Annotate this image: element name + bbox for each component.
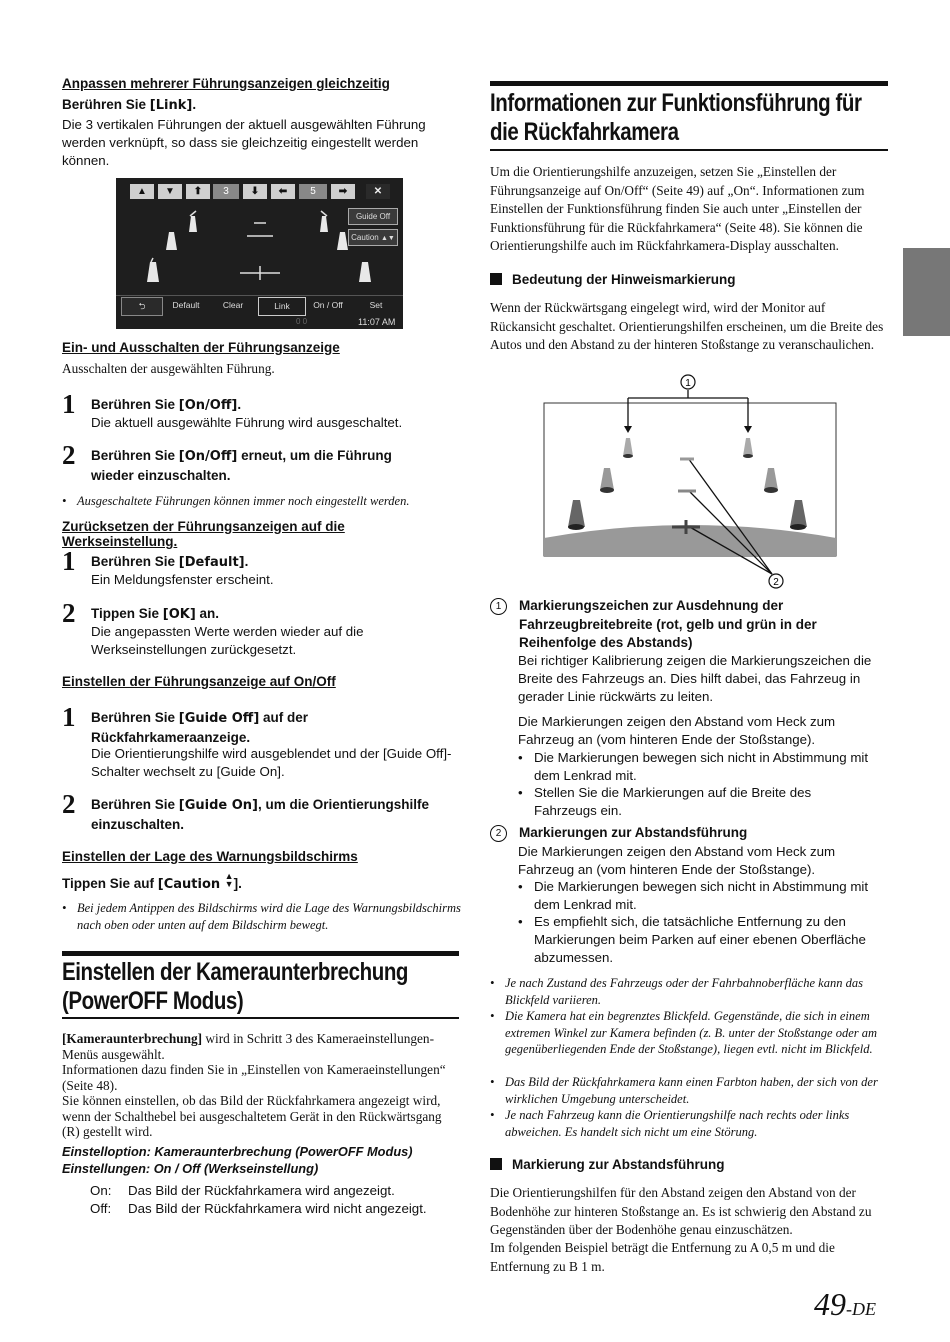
note-text: Bei jedem Antippen des Bildschirms wird die Lage des Warnungsbildschirms nach oben oder unten auf dem Bildschirm bewegt.	[77, 901, 461, 932]
down-button[interactable]: ▼	[158, 184, 182, 199]
option-row: Off: Das Bild der Rückfahrkamera wird nicht angezeigt.	[90, 1201, 427, 1216]
step-number: 1	[62, 702, 76, 732]
diagram-label-1-text: 1	[685, 378, 691, 389]
instruction-prefix: Berühren Sie	[62, 97, 150, 112]
diagram-label-2-text: 2	[773, 577, 779, 588]
move-down-button[interactable]: ⬇	[243, 184, 267, 199]
caution-button[interactable]	[348, 229, 398, 246]
default-button[interactable]: Default	[172, 300, 200, 310]
step-heading: Berühren Sie [Guide On], um die Orientierungshilfe einzuschalten.	[91, 797, 430, 832]
back-button[interactable]: ⮌	[121, 297, 163, 316]
heading-rule-bottom	[62, 1017, 459, 1019]
step-heading: Berühren Sie [On/Off] erneut, um die Führung wieder einzuschalten.	[91, 448, 392, 483]
link-key: [Link]	[149, 98, 193, 113]
guide-marker	[320, 216, 328, 232]
heading-camera-interrupt: Einstellen der Kameraunterbrechung (PowerOFF Modus)	[62, 958, 409, 1015]
camera-interrupt-text: [Kameraunterbrechung] wird in Schritt 3 des Kameraeinstellungen-Menüs ausgewählt. Informationen dazu finden Sie in „Einstellen von Kameraeinstellungen“ (Seite 48). Sie können einstellen, ob das Bild der Rückfahrkamera angezeigt wird, wenn der Schalthebel bei ausgeschaltetem Gerät in den Rückwärtsgang (R) gestellt wird.	[62, 1031, 446, 1139]
subsection-marker-meaning: Bedeutung der Hinweismarkierung	[490, 272, 888, 287]
section-intro: Ausschalten der ausgewählten Führung.	[62, 361, 275, 376]
clear-button[interactable]: Clear	[222, 300, 244, 310]
guide-off-button[interactable]: Guide Off	[348, 208, 398, 225]
guide-marker	[359, 262, 371, 282]
heading-rule-bottom	[490, 149, 888, 151]
status-value: 0 0	[296, 317, 308, 326]
distance-marker-example: Im folgenden Beispiel beträgt die Entfernung zu A 0,5 m und die Entfernung zu B 1 m.	[490, 1240, 835, 1274]
square-bullet-icon	[490, 1158, 502, 1170]
move-left-button[interactable]: ⬅	[271, 184, 295, 199]
on-off-button[interactable]: On / Off	[313, 300, 343, 310]
step-heading: Berühren Sie [Guide Off] auf der Rückfahrkameraanzeige.	[91, 710, 309, 745]
intro-text: Um die Orientierungshilfe anzuzeigen, setzen Sie „Einstellen der Führungsanzeige auf On/Off“ (Seite 49) auf „On“. Informationen zum Einstellen der Funktionsführung finden Sie auch unter „Einstellen der Funktionsführung für die Rückfahrkamera“ (Seite 48). Sie können die Orientierungshilfe auch im Rückfahrkamera-Display ausschalten.	[490, 164, 865, 253]
marker-meaning-text: Wenn der Rückwärtsgang eingelegt wird, wird der Monitor auf Rückansicht geschaltet. Orientierungshilfen erscheinen, um die Breite des Autos und den Abstand zu der hinteren Stoßstange zu veranschaulichen.	[490, 300, 884, 352]
link-button[interactable]: Link	[258, 297, 306, 316]
move-right-button[interactable]: ➡	[331, 184, 355, 199]
link-description: Die 3 vertikalen Führungen der aktuell ausgewählten Führung werden verknüpft, so dass sie gleichzeitig eingestellt werden können.	[62, 117, 426, 168]
chapter-tab	[903, 248, 950, 336]
item-number: 1	[490, 598, 507, 615]
section-title-warning-position: Einstellen der Lage des Warnungsbildschirms	[62, 849, 358, 864]
vertical-value: 3	[213, 184, 239, 199]
instruction-suffix: .	[192, 97, 197, 112]
step-number: 2	[62, 598, 76, 628]
close-button[interactable]: ✕	[366, 184, 390, 199]
step-heading: Berühren Sie [Default].	[91, 554, 249, 570]
up-button[interactable]: ▲	[130, 184, 154, 199]
step-description: Die Orientierungshilfe wird ausgeblendet und der [Guide Off]-Schalter wechselt zu [Guide On].	[91, 746, 452, 779]
step-description: Ein Meldungsfenster erscheint.	[91, 572, 274, 587]
guide-marker	[189, 216, 197, 232]
guide-marker	[337, 232, 348, 250]
setting-option: Einstelloption: Kameraunterbrechung (PowerOFF Modus) Einstellungen: On / Off (Werkseinstellung)	[62, 1144, 413, 1176]
clock: 11:07 AM	[358, 317, 396, 327]
note-text: Ausgeschaltete Führungen können immer noch eingestellt werden.	[77, 494, 410, 508]
item2-paragraph: Die Markierungen zeigen den Abstand vom Heck zum Fahrzeug an (vom hinteren Ende der Stoßstange).	[518, 844, 836, 877]
heading-rule-top	[490, 81, 888, 86]
step-number: 2	[62, 789, 76, 819]
heading-guide-info: Informationen zur Funktionsführung für die Rückfahrkamera	[490, 89, 862, 146]
guide-adjust-screen	[116, 178, 403, 329]
caution-updown-icon: ▲▼	[380, 235, 395, 242]
guide-marker	[147, 262, 159, 282]
subsection-distance-marker: Markierung zur Abstandsführung	[490, 1157, 888, 1172]
caution-label: Caution	[351, 233, 379, 242]
step-heading: Berühren Sie [On/Off].	[91, 397, 242, 413]
section-title-on-off: Ein- und Ausschalten der Führungsanzeige	[62, 340, 340, 355]
guide-marker-diagram	[540, 372, 840, 592]
heading-rule-top	[62, 951, 459, 956]
option-row: On: Das Bild der Rückfahrkamera wird angezeigt.	[90, 1183, 395, 1198]
square-bullet-icon	[490, 273, 502, 285]
section-title-reset: Zurücksetzen der Führungsanzeigen auf die Werkseinstellung.	[62, 519, 345, 549]
horizontal-value: 5	[299, 184, 327, 199]
item1-paragraph: Bei richtiger Kalibrierung zeigen die Markierungszeichen die Breite des Fahrzeugs an. Dies hilft dabei, das Fahrzeug in gerader Linie rückwärts zu leiten.	[518, 653, 872, 704]
step-description: Die angepassten Werte werden wieder auf die Werkseinstellungen zurückgesetzt.	[91, 624, 364, 657]
item1-paragraph: Die Markierungen zeigen den Abstand vom Heck zum Fahrzeug an (vom hinteren Ende der Stoßstange).	[518, 714, 836, 747]
section-title-multi-guides: Anpassen mehrerer Führungsanzeigen gleichzeitig	[62, 76, 390, 91]
section-title-guide-on-off: Einstellen der Führungsanzeige auf On/Off	[62, 674, 336, 689]
step-number: 1	[62, 389, 76, 419]
distance-marker-text: Die Orientierungshilfen für den Abstand zeigen den Abstand von der Bodenhöhe zur hinteren Stoßstange an. Es ist schwierig den Abstand zu Gegenständen über der Bodenhöhe genau einzuschätzen.	[490, 1185, 872, 1237]
move-up-button[interactable]: ⬆	[186, 184, 210, 199]
step-number: 2	[62, 440, 76, 470]
step-heading: Tippen Sie [OK] an.	[91, 606, 220, 622]
caution-updown-icon: ▲ ▼	[224, 871, 234, 889]
item-heading: Markierungszeichen zur Ausdehnung der Fahrzeugbreitebreite (rot, gelb und grün in der Reihenfolge des Abstands)	[519, 598, 817, 650]
step-number: 1	[62, 546, 76, 576]
caution-instruction: Tippen Sie auf [Caution ▲ ▼].	[62, 871, 242, 892]
page-number: 49-DE	[814, 1286, 876, 1322]
item-number: 2	[490, 825, 507, 842]
step-description: Die aktuell ausgewählte Führung wird ausgeschaltet.	[91, 415, 403, 430]
guide-marker	[166, 232, 177, 250]
set-button[interactable]: Set	[369, 300, 383, 310]
link-instruction	[62, 97, 459, 113]
item-heading: Markierungen zur Abstandsführung	[519, 825, 748, 840]
